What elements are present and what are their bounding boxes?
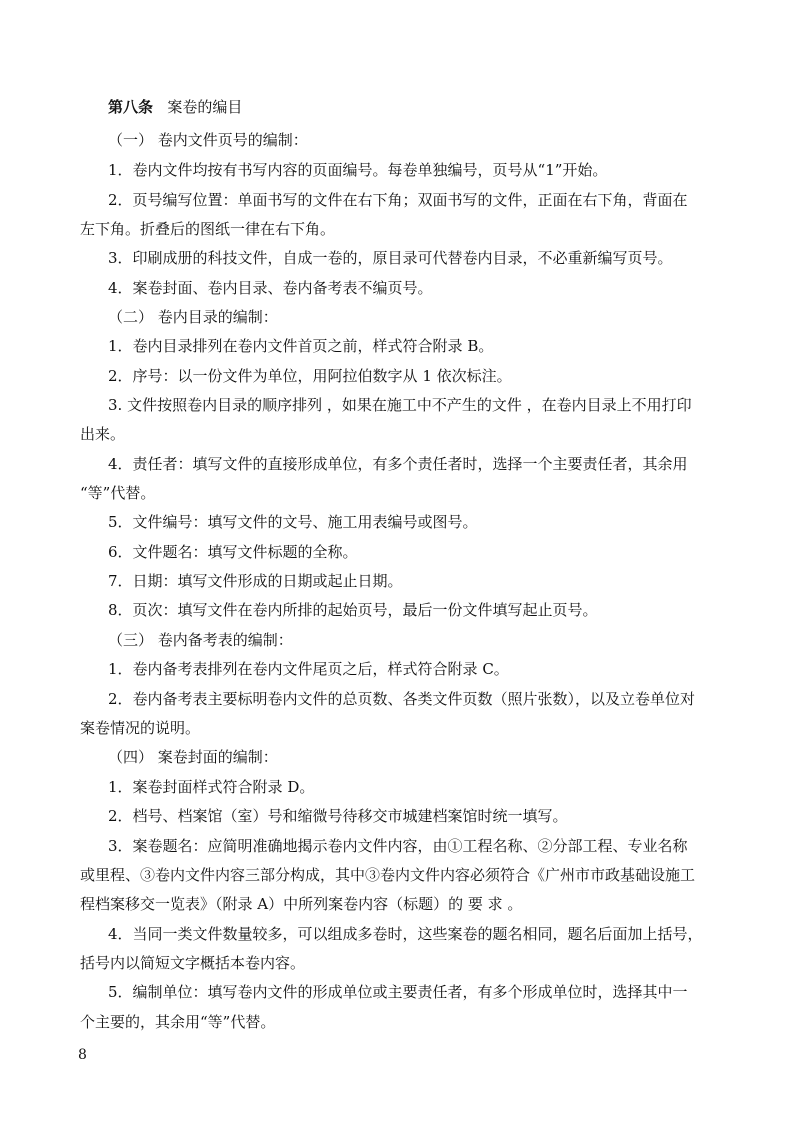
section-heading: （一） 卷内文件页号的编制： (108, 131, 308, 149)
page-number: 8 (78, 1047, 87, 1063)
paragraph-line: 2．档号、档案馆（室）号和缩微号待移交市城建档案馆时统一填写。 (108, 807, 568, 825)
paragraph-line: 左下角。折叠后的图纸一律在右下角。 (80, 220, 336, 238)
paragraph-line: 2．序号：以一份文件为单位，用阿拉伯数字从 1 依次标注。 (108, 367, 512, 385)
paragraph-line: 3．印刷成册的科技文件，自成一卷的，原目录可代替卷内目录，不必重新编写页号。 (108, 249, 673, 267)
paragraph-line: 3. 文件按照卷内目录的顺序排列 ，如果在施工中不产生的文件 ，在卷内目录上不用打印 (108, 396, 692, 414)
paragraph-line: 1．卷内目录排列在卷内文件首页之前，样式符合附录 B。 (108, 337, 494, 355)
paragraph-line: 2．页号编写位置：单面书写的文件在右下角；双面书写的文件，正面在右下角，背面在 (108, 191, 688, 209)
section-heading: （二） 卷内目录的编制： (108, 308, 278, 326)
paragraph-line: 1．案卷封面样式符合附录 D。 (108, 778, 315, 796)
paragraph-line: 4．案卷封面、卷内目录、卷内备考表不编页号。 (108, 279, 433, 297)
paragraph-line: 程档案移交一览表》（附录 A）中所列案卷内容（标题）的 要 求 。 (80, 895, 523, 913)
paragraph-line: 案卷情况的说明。 (80, 719, 201, 737)
paragraph-line: 个主要的，其余用“等”代替。 (80, 1013, 276, 1031)
paragraph-line: 4．当同一类文件数量较多，可以组成多卷时，这些案卷的题名相同，题名后面加上括号， (108, 925, 703, 943)
paragraph-line: 5．编制单位：填写卷内文件的形成单位或主要责任者，有多个形成单位时，选择其中一 (108, 983, 688, 1001)
paragraph-line: 出来。 (80, 425, 126, 443)
paragraph-line: 4．责任者：填写文件的直接形成单位，有多个责任者时，选择一个主要责任者，其余用 (108, 455, 688, 473)
section-heading: （四） 案卷封面的编制： (108, 748, 278, 766)
paragraph-line: 6．文件题名：填写文件标题的全称。 (108, 543, 358, 561)
paragraph-line: 7．日期：填写文件形成的日期或起止日期。 (108, 572, 403, 590)
paragraph-line: 3．案卷题名：应简明准确地揭示卷内文件内容，由①工程名称、②分部工程、专业名称 (108, 837, 688, 855)
article-title: 案卷的编目 (167, 98, 243, 116)
paragraph-line: 2．卷内备考表主要标明卷内文件的总页数、各类文件页数（照片张数），以及立卷单位对 (108, 690, 696, 708)
paragraph-line: 8．页次：填写文件在卷内所排的起始页号，最后一份文件填写起止页号。 (108, 601, 598, 619)
paragraph-line: 1．卷内备考表排列在卷内文件尾页之后，样式符合附录 C。 (108, 660, 509, 678)
article-number: 第八条 (108, 98, 154, 116)
paragraph-line: 1．卷内文件均按有书写内容的页面编号。每卷单独编号，页号从“1”开始。 (108, 161, 608, 179)
paragraph-line: 5．文件编号：填写文件的文号、施工用表编号或图号。 (108, 513, 478, 531)
paragraph-line: “等”代替。 (80, 484, 156, 502)
section-heading: （三） 卷内备考表的编制： (108, 631, 293, 649)
paragraph-line: 或里程、③卷内文件内容三部分构成，其中③卷内文件内容必须符合《广州市市政基础设施工 (80, 866, 696, 884)
paragraph-line: 括号内以简短文字概括本卷内容。 (80, 954, 306, 972)
article-heading (108, 97, 748, 117)
